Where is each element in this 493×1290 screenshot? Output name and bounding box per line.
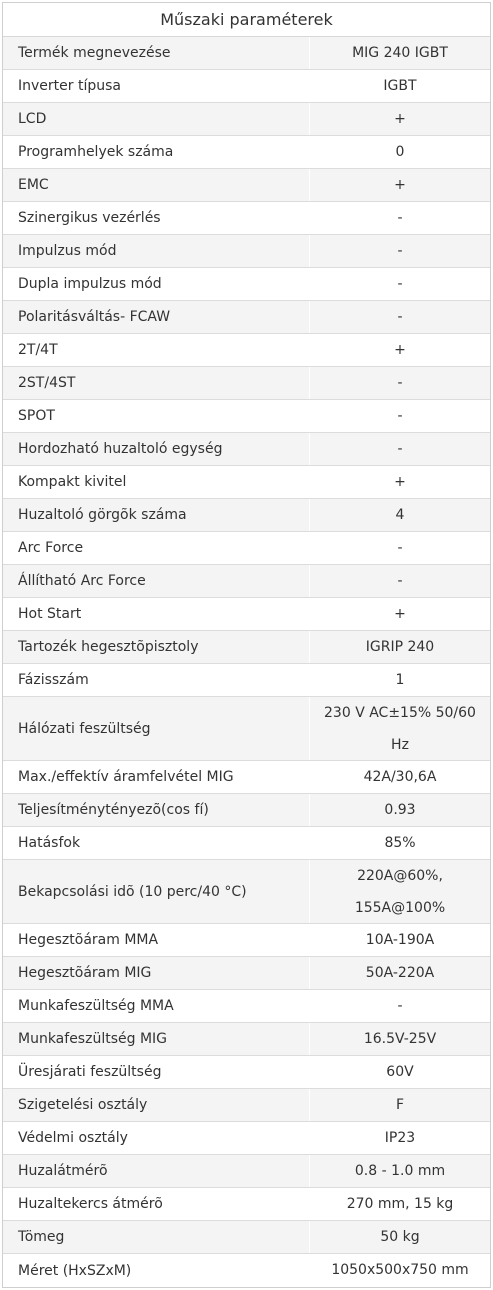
- table-row: [3, 169, 490, 202]
- row-value: 230 V AC±15% 50/60 Hz: [324, 704, 476, 753]
- row-label: Szinergikus vezérlés: [3, 202, 310, 234]
- table-row: [3, 664, 490, 697]
- row-label: SPOT: [3, 400, 310, 432]
- row-label: 2T/4T: [3, 334, 310, 366]
- row-label: Bekapcsolási idõ (10 perc/40 °C): [3, 860, 310, 923]
- table-row: [3, 37, 490, 70]
- table-row: [3, 70, 490, 103]
- table-row: [3, 761, 490, 794]
- row-value: -: [397, 308, 403, 325]
- row-value: 10A-190A: [365, 931, 435, 948]
- row-value: MIG 240 IGBT: [352, 44, 448, 61]
- row-value: -: [397, 440, 403, 457]
- row-value: 1050x500x750 mm: [331, 1262, 469, 1278]
- row-label: Munkafeszültség MMA: [3, 990, 310, 1022]
- row-value: -: [397, 242, 403, 259]
- row-label: Termék megnevezése: [3, 37, 310, 69]
- row-label: Arc Force: [3, 532, 310, 564]
- row-label: Inverter típusa: [3, 70, 310, 102]
- row-value: 1: [395, 671, 405, 688]
- row-label: Szigetelési osztály: [3, 1089, 310, 1121]
- table-row: [3, 631, 490, 664]
- table-row: [3, 1221, 490, 1254]
- table-row: [3, 301, 490, 334]
- row-label: Kompakt kivitel: [3, 466, 310, 498]
- row-value: -: [397, 572, 403, 589]
- row-value: 50A-220A: [365, 964, 435, 981]
- row-label: Üresjárati feszültség: [3, 1056, 310, 1088]
- table-row: [3, 1254, 490, 1287]
- table-row: [3, 136, 490, 169]
- table-row: [3, 1155, 490, 1188]
- row-label: Hot Start: [3, 598, 310, 630]
- row-value: +: [394, 341, 406, 358]
- row-value: -: [397, 275, 403, 292]
- row-value: 50 kg: [380, 1228, 420, 1245]
- row-value: +: [394, 176, 406, 193]
- row-value: -: [397, 997, 403, 1014]
- row-value: +: [394, 605, 406, 622]
- row-value: 42A/30,6A: [363, 768, 437, 785]
- row-value: -: [397, 374, 403, 391]
- row-label: Tartozék hegesztõpisztoly: [3, 631, 310, 663]
- table-row: [3, 598, 490, 631]
- row-label: Dupla impulzus mód: [3, 268, 310, 300]
- table-body: [3, 37, 490, 1287]
- table-row: [3, 235, 490, 268]
- row-label: Munkafeszültség MIG: [3, 1023, 310, 1055]
- row-value: +: [394, 473, 406, 490]
- table-row: [3, 532, 490, 565]
- row-label: Hegesztõáram MMA: [3, 924, 310, 956]
- row-label: Hegesztõáram MIG: [3, 957, 310, 989]
- row-value: 220A@60%, 155A@100%: [354, 867, 446, 916]
- table-title: Műszaki paraméterek: [3, 3, 490, 37]
- table-row: [3, 499, 490, 532]
- row-label: Polaritásváltás- FCAW: [3, 301, 310, 333]
- row-value: 60V: [386, 1063, 414, 1080]
- row-label: Fázisszám: [3, 664, 310, 696]
- row-value: 0: [395, 143, 405, 160]
- table-row: [3, 794, 490, 827]
- row-label: Impulzus mód: [3, 235, 310, 267]
- row-label: Tömeg: [3, 1221, 310, 1253]
- row-label: LCD: [3, 103, 310, 135]
- table-row: [3, 957, 490, 990]
- row-value: 4: [395, 506, 405, 523]
- row-value: IGBT: [383, 77, 417, 94]
- row-value: 270 mm, 15 kg: [346, 1195, 454, 1212]
- row-value: F: [395, 1096, 405, 1113]
- row-label: Hálózati feszültség: [3, 697, 310, 760]
- table-row: [3, 924, 490, 957]
- row-value: 0.8 - 1.0 mm: [354, 1162, 446, 1179]
- row-value: +: [394, 110, 406, 127]
- row-label: Méret (HxSZxM): [3, 1254, 310, 1287]
- row-value: -: [397, 407, 403, 424]
- table-row: [3, 400, 490, 433]
- row-label: Huzalátmérõ: [3, 1155, 310, 1187]
- row-value: 85%: [384, 834, 416, 851]
- table-row: [3, 433, 490, 466]
- table-row: [3, 1023, 490, 1056]
- row-label: Hatásfok: [3, 827, 310, 859]
- row-label: Programhelyek száma: [3, 136, 310, 168]
- row-label: Huzaltoló görgõk száma: [3, 499, 310, 531]
- table-row: [3, 466, 490, 499]
- row-value: 0.93: [384, 801, 416, 818]
- row-label: Védelmi osztály: [3, 1122, 310, 1154]
- table-row: [3, 334, 490, 367]
- table-row: [3, 990, 490, 1023]
- table-row: [3, 565, 490, 598]
- table-row: [3, 367, 490, 400]
- row-value: 16.5V-25V: [363, 1030, 437, 1047]
- row-label: Hordozható huzaltoló egység: [3, 433, 310, 465]
- table-row: [3, 1188, 490, 1221]
- table-row: [3, 860, 490, 924]
- table-row: [3, 1056, 490, 1089]
- row-label: 2ST/4ST: [3, 367, 310, 399]
- table-row: [3, 697, 490, 761]
- table-row: [3, 268, 490, 301]
- table-row: [3, 827, 490, 860]
- row-label: Huzaltekercs átmérõ: [3, 1188, 310, 1220]
- row-label: Teljesítménytényezõ(cos fí): [3, 794, 310, 826]
- table-row: [3, 1122, 490, 1155]
- table-row: [3, 202, 490, 235]
- row-value: -: [397, 209, 403, 226]
- row-label: EMC: [3, 169, 310, 201]
- row-value: -: [397, 539, 403, 556]
- specs-table: [2, 2, 491, 1288]
- table-row: [3, 103, 490, 136]
- row-value: IGRIP 240: [365, 638, 435, 655]
- row-label: Állítható Arc Force: [3, 565, 310, 597]
- table-row: [3, 1089, 490, 1122]
- row-value: IP23: [384, 1129, 416, 1146]
- row-label: Max./effektív áramfelvétel MIG: [3, 761, 310, 793]
